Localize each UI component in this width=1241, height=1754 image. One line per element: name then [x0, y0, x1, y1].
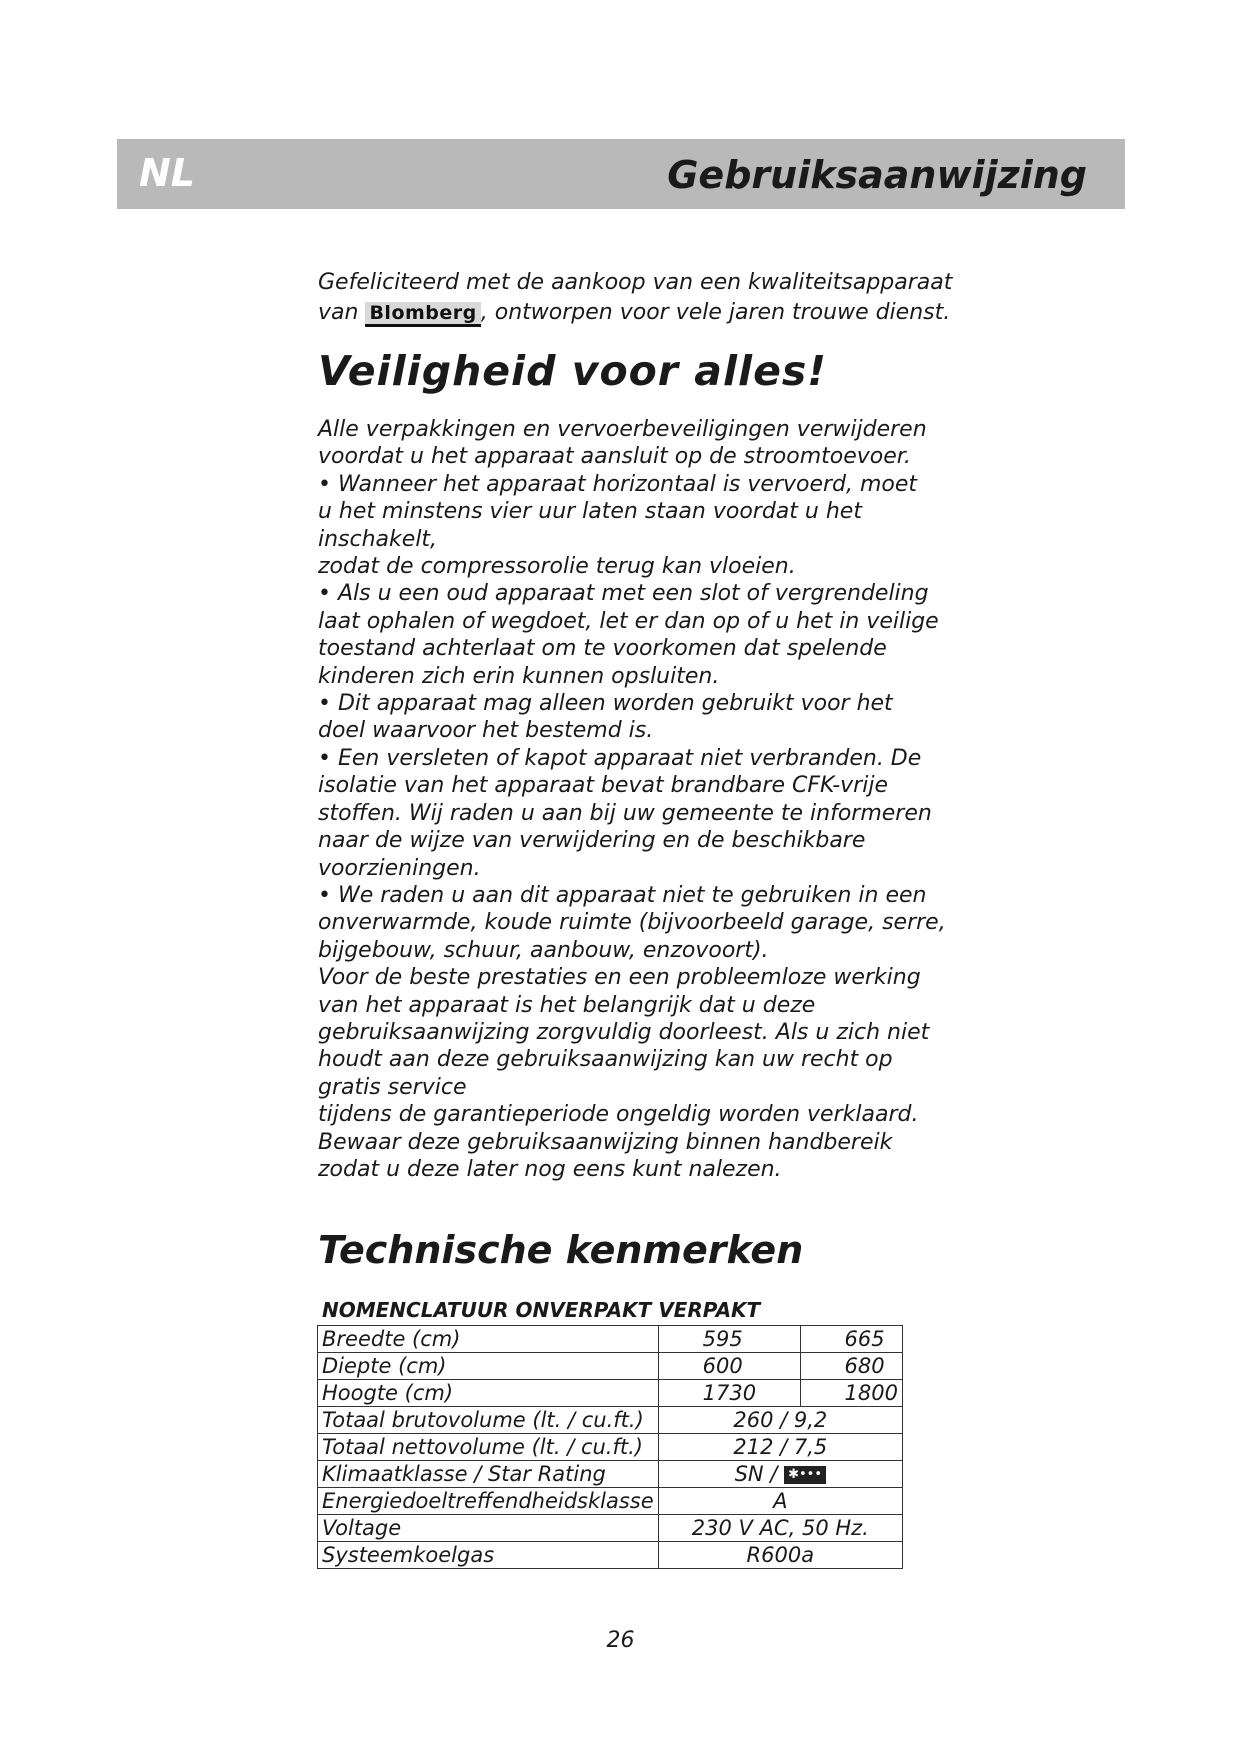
safety-line: • Als u een oud apparaat met een slot of vergrendeling [318, 581, 929, 607]
table-row [318, 1407, 903, 1434]
safety-line: Bewaar deze gebruiksaanwijzing binnen handbereik [318, 1129, 893, 1155]
safety-line: u het minstens vier uur laten staan voordat u het inschakelt, [318, 499, 862, 552]
unpacked-value: 600 [658, 1353, 800, 1380]
row-label: Diepte (cm) [318, 1353, 659, 1380]
safety-text [318, 416, 958, 1183]
safety-line: toestand achterlaat om te voorkomen dat spelende [318, 636, 887, 662]
merged-value: 260 / 9,2 [658, 1407, 902, 1434]
language-label: NL [139, 151, 196, 195]
row-label: Hoogte (cm) [318, 1380, 659, 1407]
merged-value: 212 / 7,5 [658, 1434, 902, 1461]
content [318, 268, 958, 1569]
safety-line: Voor de beste prestaties en een probleemloze werking [318, 965, 921, 991]
safety-line: van het apparaat is het belangrijk dat u deze [318, 992, 816, 1018]
merged-value: R600a [658, 1542, 902, 1569]
safety-line: laat ophalen of wegdoet, let er dan op of u het in veilige [318, 608, 939, 634]
safety-line: voordat u het apparaat aansluit op de stroomtoevoer. [318, 444, 911, 470]
table-row [318, 1353, 903, 1380]
safety-line: • Wanneer het apparaat horizontaal is vervoerd, moet [318, 471, 918, 497]
packed-value: 1800 [800, 1380, 902, 1407]
merged-value: SN / [734, 1462, 778, 1487]
safety-line: tijdens de garantieperiode ongeldig worden verklaard. [318, 1102, 919, 1128]
row-label: Voltage [318, 1515, 659, 1542]
safety-line: naar de wijze van verwijdering en de beschikbare [318, 828, 866, 854]
safety-line: gebruiksaanwijzing zorgvuldig doorleest. Als u zich niet [318, 1019, 930, 1045]
table-row [318, 1488, 903, 1515]
intro-line-2: , ontworpen voor vele jaren trouwe dienst. [480, 300, 951, 325]
table-row [318, 1434, 903, 1461]
row-label: Totaal brutovolume (lt. / cu.ft.) [318, 1407, 659, 1434]
row-label: Systeemkoelgas [318, 1542, 659, 1569]
safety-line: voorzieningen. [318, 855, 481, 881]
table-row [318, 1380, 903, 1407]
tech-heading: Technische kenmerken [318, 1228, 804, 1273]
page-number: 26 [606, 1628, 635, 1653]
table-row [318, 1326, 903, 1353]
safety-heading: Veiligheid voor alles! [318, 347, 827, 395]
safety-line: zodat u deze later nog eens kunt nalezen. [318, 1156, 782, 1182]
table-row [318, 1461, 903, 1488]
safety-line: • Dit apparaat mag alleen worden gebruikt voor het [318, 691, 893, 717]
safety-line: onverwarmde, koude ruimte (bijvoorbeeld garage, serre, [318, 910, 946, 936]
safety-line: • We raden u aan dit apparaat niet te gebruiken in een [318, 882, 927, 908]
packed-value: 680 [800, 1353, 902, 1380]
merged-value: 230 V AC, 50 Hz. [658, 1515, 902, 1542]
intro-line-1: Gefeliciteerd met de aankoop van een kwaliteitsapparaat [318, 270, 953, 295]
safety-line: stoffen. Wij raden u aan bij uw gemeente te informeren [318, 800, 932, 826]
header-bar [117, 139, 1125, 209]
intro-paragraph [318, 268, 958, 328]
blomberg-logo: Blomberg [365, 302, 480, 327]
safety-line: gratis service [318, 1074, 467, 1100]
table-row [318, 1542, 903, 1569]
star-rating-icon: ✱••• [784, 1466, 826, 1484]
header-title: Gebruiksaanwijzing [667, 153, 1087, 197]
safety-line: bijgebouw, schuur, aanbouw, enzovoort). [318, 937, 769, 963]
specs-table [317, 1325, 903, 1569]
packed-value: 665 [800, 1326, 902, 1353]
safety-line: Alle verpakkingen en vervoerbeveiligingen verwijderen [318, 417, 927, 442]
safety-line: zodat de compressorolie terug kan vloeien. [318, 554, 796, 580]
row-label: Totaal nettovolume (lt. / cu.ft.) [318, 1434, 659, 1461]
table-row [318, 1515, 903, 1542]
table-caption: NOMENCLATUUR ONVERPAKT VERPAKT [322, 1298, 761, 1323]
safety-line: doel waarvoor het bestemd is. [318, 718, 654, 744]
row-label: Breedte (cm) [318, 1326, 659, 1353]
unpacked-value: 1730 [658, 1380, 800, 1407]
intro-van: van [318, 300, 359, 325]
unpacked-value: 595 [658, 1326, 800, 1353]
merged-value: A [658, 1488, 902, 1515]
safety-line: isolatie van het apparaat bevat brandbare CFK-vrije [318, 773, 888, 799]
row-label: Klimaatklasse / Star Rating [318, 1461, 659, 1488]
climate-class-cell [658, 1461, 902, 1488]
row-label: Energiedoeltreffendheidsklasse [318, 1488, 659, 1515]
safety-line: houdt aan deze gebruiksaanwijzing kan uw recht op [318, 1047, 893, 1073]
safety-line: kinderen zich erin kunnen opsluiten. [318, 663, 720, 689]
safety-line: • Een versleten of kapot apparaat niet verbranden. De [318, 745, 922, 771]
